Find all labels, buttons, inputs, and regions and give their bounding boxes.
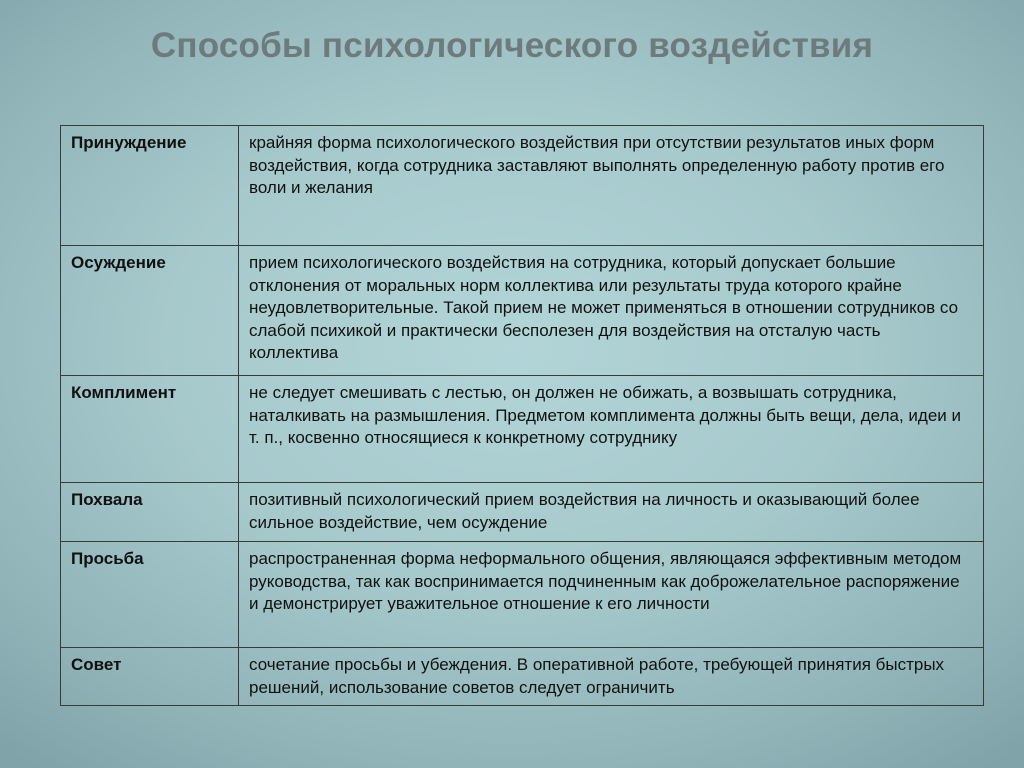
table-row	[61, 483, 984, 542]
slide-title: Способы психологического воздействия	[150, 26, 874, 65]
table-row	[61, 126, 984, 246]
table-row	[61, 648, 984, 706]
method-term: Осуждение	[61, 246, 239, 376]
table-row	[61, 542, 984, 648]
methods-table	[60, 125, 984, 706]
method-definition: сочетание просьбы и убеждения. В оперативной работе, требующей принятия быстрых решений, использование советов следует ограничить	[239, 648, 984, 706]
method-definition: распространенная форма неформального общения, являющаяся эффективным методом руководства, так как воспринимается подчиненным как доброжелательное распоряжение и демонстрирует уважительное отношение к его личности	[239, 542, 984, 648]
method-term: Похвала	[61, 483, 239, 542]
method-term: Совет	[61, 648, 239, 706]
method-term: Комплимент	[61, 376, 239, 483]
table-row	[61, 376, 984, 483]
method-term: Принуждение	[61, 126, 239, 246]
method-definition: крайняя форма психологического воздействия при отсутствии результатов иных форм воздействия, когда сотрудника заставляют выполнять определенную работу против его воли и желания	[239, 126, 984, 246]
method-definition: прием психологического воздействия на сотрудника, который допускает большие отклонения от моральных норм коллектива или результаты труда которого крайне неудовлетворительные. Такой прием не может применяться в отношении сотрудников со слабой психикой и практически бесполезен для воздействия на отсталую часть коллектива	[239, 246, 984, 376]
method-definition: не следует смешивать с лестью, он должен не обижать, а возвышать сотрудника, наталкивать на размышления. Предметом комплимента должны быть вещи, дела, идеи и т. п., косвенно относящиеся к конкретному сотруднику	[239, 376, 984, 483]
method-term: Просьба	[61, 542, 239, 648]
method-definition: позитивный психологический прием воздействия на личность и оказывающий более сильное воздействие, чем осуждение	[239, 483, 984, 542]
table-row	[61, 246, 984, 376]
